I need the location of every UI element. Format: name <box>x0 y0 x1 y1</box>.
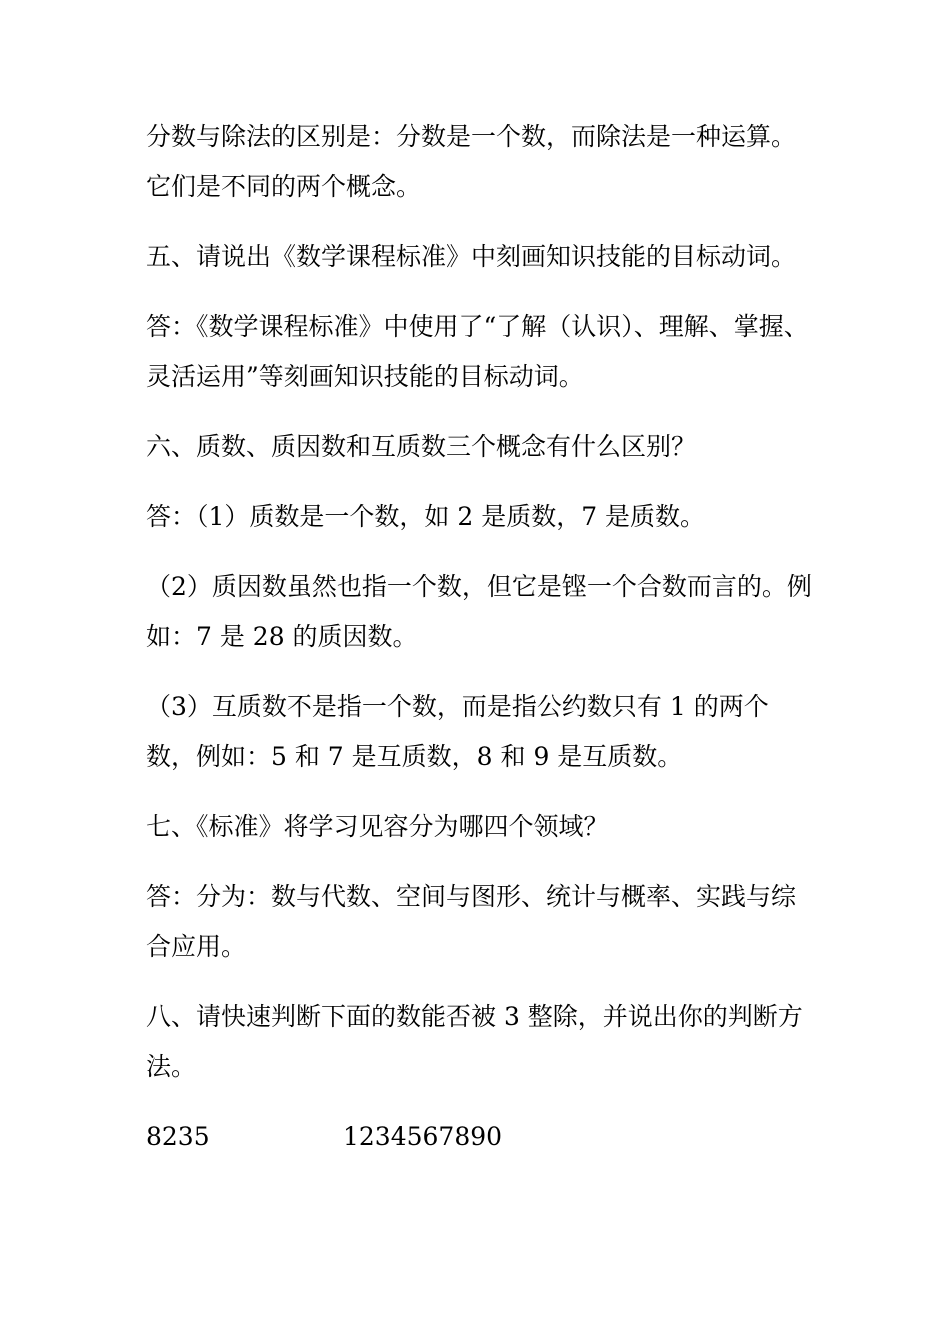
question-eight: 八、请快速判断下面的数能否被 3 整除，并说出你的判断方法。 <box>146 1002 803 1081</box>
question-five: 五、请说出《数学课程标准》中刻画知识技能的目标动词。 <box>146 242 797 271</box>
document-body <box>146 112 816 1162</box>
question-seven: 七、《标准》将学习见容分为哪四个领域？ <box>146 812 609 841</box>
number-second: 1234567890 <box>343 1122 503 1151</box>
answer-six-part-3: （3）互质数不是指一个数，而是指公约数只有 1 的两个数，例如：5 和 7 是互质数，8 和 9 是互质数。 <box>146 692 769 771</box>
answer-six-part-1: 答：（1）质数是一个数，如 2 是质数，7 是质数。 <box>146 502 706 531</box>
numbers-row <box>146 1112 816 1162</box>
answer-five: 答：《数学课程标准》中使用了“了解（认识）、理解、掌握、灵活运用”等刻画知识技能的目标动词。 <box>146 312 809 391</box>
answer-seven: 答：分为：数与代数、空间与图形、统计与概率、实践与综合应用。 <box>146 882 797 961</box>
question-six: 六、质数、质因数和互质数三个概念有什么区别？ <box>146 432 697 461</box>
answer-six-part-2: （2）质因数虽然也指一个数，但它是铿一个合数而言的。例如：7 是 28 的质因数。 <box>146 572 812 651</box>
number-first: 8235 <box>146 1122 210 1151</box>
paragraph-fraction-division: 分数与除法的区别是：分数是一个数，而除法是一种运算。它们是不同的两个概念。 <box>146 122 797 201</box>
